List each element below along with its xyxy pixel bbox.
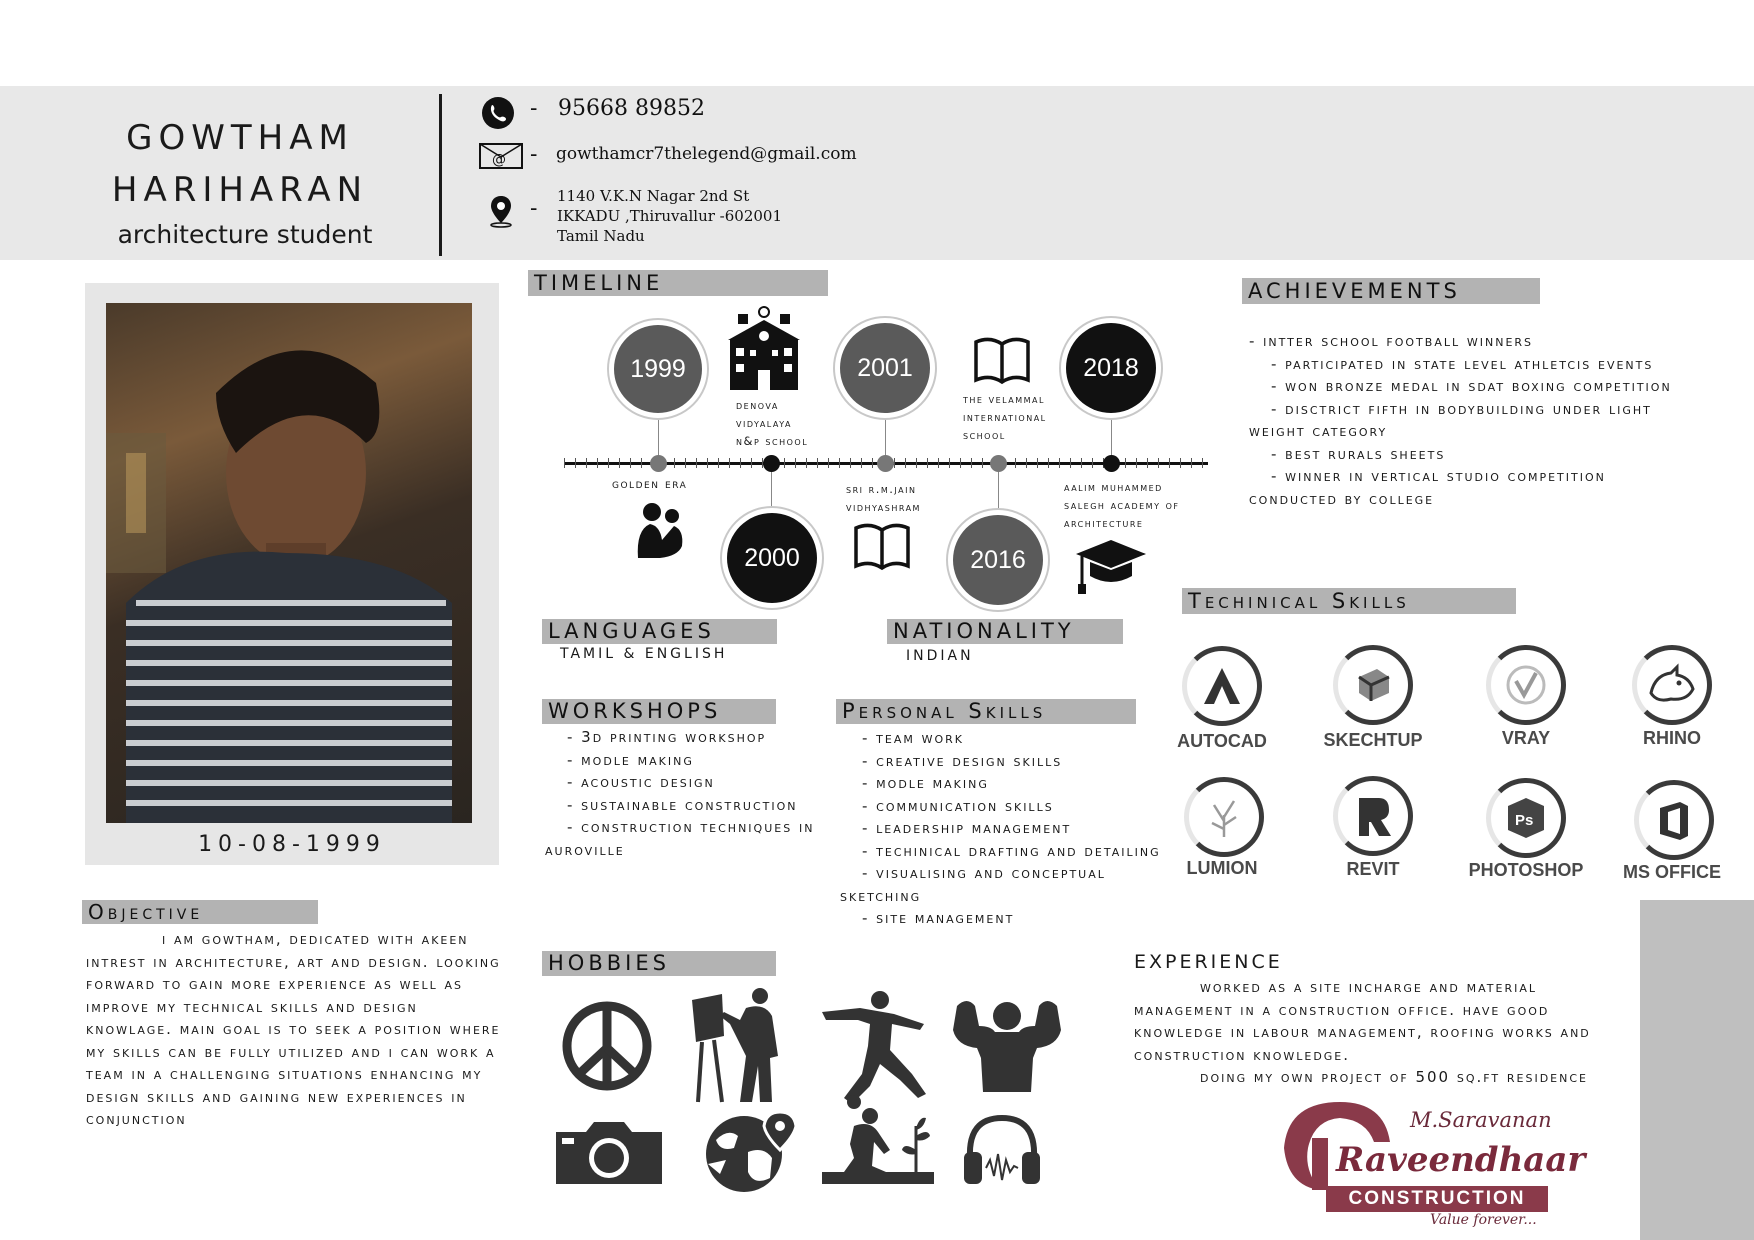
aalim-label: [1064, 478, 1180, 532]
languages-value: TAMIL & ENGLISH: [560, 646, 728, 662]
skill-label: LUMION: [1186, 858, 1258, 878]
hobbies-title: HOBBIES: [548, 951, 670, 975]
open-book-icon: [972, 336, 1032, 386]
football-icon: [820, 990, 932, 1110]
workshops-title: WORKSHOPS: [548, 699, 722, 723]
camera-icon: [552, 1118, 666, 1188]
workshop-item: - 3d printing workshop: [567, 728, 767, 746]
year-2016-label: 2016: [953, 515, 1043, 605]
logo-slogan: Value forever...: [1430, 1212, 1537, 1228]
denova-line: n&p school: [736, 434, 809, 448]
jain-line: vidhyashram: [846, 500, 921, 514]
logo-signature: M.Saravanan: [1410, 1108, 1552, 1132]
skill-item: - techinical drafting and detailing: [862, 841, 1161, 860]
vray-icon: [1486, 645, 1566, 725]
achievement-item: - participated in state level athletcis events: [1271, 354, 1654, 373]
timeline-bar: [528, 270, 828, 296]
nationality-title: NATIONALITY: [893, 619, 1075, 643]
email-icon: [478, 141, 524, 171]
travel-globe-icon: [694, 1108, 804, 1194]
objective-text: i am gowtham, dedicated with akeen intrest in architecture, art and design. looking forward to gain more experience as well as improve my technical skills and design knowlage. main goal is to seek a position where my skills can be fully utilized and i can work a team in a challenging situations enhancing my design skills and gaining new experiences in conjunction: [86, 930, 501, 1128]
languages-title: LANGUAGES: [548, 619, 715, 643]
achievement-item: - intter school football winners: [1249, 332, 1534, 350]
year-2000-circle: [720, 506, 824, 610]
skill-item: - creative design skills: [862, 751, 1063, 770]
address-dash: -: [530, 196, 538, 221]
personal-skills-bar: [836, 699, 1136, 724]
aalim-line: aalim muhammed: [1064, 480, 1163, 494]
skill-label: PHOTOSHOP: [1468, 860, 1584, 880]
workshop-item: - acoustic design: [567, 773, 715, 791]
address-line-2: IKKADU ,Thiruvallur -602001: [557, 207, 782, 225]
logo-brand: Raveendhaar: [1336, 1140, 1586, 1180]
achievements-list: [1249, 330, 1689, 510]
aalim-line: salegh academy of: [1064, 498, 1180, 512]
velammal-line: school: [963, 428, 1006, 442]
ms-office-icon: [1634, 780, 1714, 860]
denova-line: denova: [736, 398, 779, 412]
year-2018-label: 2018: [1066, 323, 1156, 413]
peace-icon: [555, 1000, 659, 1092]
bodybuilder-icon: [945, 996, 1069, 1094]
year-1999-label: 1999: [614, 325, 702, 413]
velammal-line: the velammal: [963, 392, 1045, 406]
email-address[interactable]: gowthamcr7thelegend@gmail.com: [556, 144, 857, 164]
workshop-item: - modle making: [567, 750, 694, 769]
nationality-value: INDIAN: [906, 648, 974, 664]
gardening-icon: [820, 1106, 936, 1186]
timeline-dot: [763, 455, 780, 472]
experience-title: EXPERIENCE: [1134, 951, 1283, 973]
header-divider: [439, 94, 442, 256]
jain-label: [846, 480, 921, 516]
open-book-icon: [852, 522, 912, 572]
email-dash: -: [530, 142, 538, 167]
skill-item: - modle making: [862, 774, 989, 792]
company-logo: [1280, 1098, 1600, 1232]
school-building-icon: [724, 304, 804, 394]
side-block: [1640, 900, 1754, 1240]
graduation-cap-icon: [1074, 534, 1148, 596]
technical-skills-bar: [1182, 588, 1516, 614]
denova-line: vidyalaya: [736, 416, 793, 430]
workshops-bar: [542, 699, 776, 724]
golden-era-label: golden era: [612, 477, 688, 492]
languages-bar: [542, 619, 777, 644]
achievements-title: ACHIEVEMENTS: [1248, 279, 1461, 303]
painter-icon: [690, 986, 790, 1106]
objective-bar: [82, 900, 318, 924]
svg-text:Ps: Ps: [1515, 812, 1534, 829]
achievement-item: - won bronze medal in sdat boxing competition: [1271, 377, 1672, 395]
nationality-bar: [887, 619, 1123, 644]
aalim-line: architecture: [1064, 516, 1144, 530]
year-2001-label: 2001: [840, 323, 930, 413]
date-of-birth: 10-08-1999: [198, 832, 386, 857]
year-1999-circle: [607, 318, 709, 420]
skill-item: - communication skills: [862, 796, 1054, 815]
skill-label: SKECHTUP: [1323, 730, 1423, 750]
skill-label: VRAY: [1501, 728, 1551, 748]
skill-item: - team work: [862, 729, 965, 747]
velammal-line: international: [963, 410, 1047, 424]
timeline-dot: [990, 455, 1007, 472]
skill-item: - leadership management: [862, 819, 1072, 837]
phone-number[interactable]: 95668 89852: [558, 96, 705, 121]
achievement-item: - best rurals sheets: [1271, 444, 1446, 463]
achievement-item: - winner in vertical studio competition conducted by college: [1249, 467, 1606, 508]
phone-dash: -: [530, 96, 538, 121]
skill-label: REVIT: [1346, 859, 1400, 879]
location-pin-icon: [486, 194, 516, 228]
timeline-title: TIMELINE: [534, 271, 664, 295]
velammal-label: [963, 390, 1047, 444]
achievements-bar: [1242, 278, 1540, 304]
svg-text:@: @: [492, 152, 506, 168]
lumion-icon: [1184, 777, 1264, 857]
logo-tag: CONSTRUCTION: [1326, 1186, 1548, 1212]
year-2016-circle: [946, 508, 1050, 612]
workshops-list: [545, 726, 825, 861]
profile-photo: [106, 303, 472, 823]
first-name: GOWTHAM: [126, 118, 354, 158]
skill-label: AUTOCAD: [1177, 731, 1267, 751]
workshop-item: - construction techniques in auroville: [545, 818, 815, 859]
denova-label: [736, 396, 808, 450]
year-2000-label: 2000: [727, 513, 817, 603]
sketchup-icon: [1333, 645, 1413, 725]
timeline-dot: [1103, 455, 1120, 472]
skill-item: - visualising and conceptual sketching: [840, 864, 1106, 905]
year-2018-circle: [1059, 316, 1163, 420]
technical-skills-title: Techinical Skills: [1188, 589, 1410, 613]
revit-icon: [1333, 776, 1413, 856]
rhino-icon: [1632, 645, 1712, 725]
autocad-icon: [1182, 646, 1262, 726]
address-line-3: Tamil Nadu: [557, 227, 645, 245]
address-line-1: 1140 V.K.N Nagar 2nd St: [557, 187, 750, 205]
mother-child-icon: [630, 500, 690, 560]
role-title: architecture student: [117, 220, 373, 249]
skill-item: - site management: [862, 909, 1015, 927]
year-2001-circle: [833, 316, 937, 420]
address-block: [557, 186, 782, 246]
skill-label: MS OFFICE: [1623, 862, 1721, 882]
experience-para-1: worked as a site incharge and material management in a construction office. have good knowledge in labour management, roofing works and construction knowledge.: [1134, 978, 1591, 1064]
timeline-dot: [650, 455, 667, 472]
jain-line: sri r.m.jain: [846, 482, 917, 496]
experience-para-2: doing my own project of 500 sq.ft residence: [1200, 1068, 1588, 1086]
achievement-item: - disctrict fifth in bodybuilding under light weight category: [1249, 399, 1652, 440]
phone-icon: [481, 96, 515, 130]
photoshop-icon: [1486, 778, 1566, 858]
objective-title: Objective: [88, 900, 204, 924]
last-name: HARIHARAN: [111, 170, 369, 210]
headphones-icon: [960, 1110, 1044, 1190]
skill-label: RHINO: [1643, 728, 1701, 748]
hobbies-bar: [542, 951, 776, 976]
personal-skills-title: Personal Skills: [842, 699, 1047, 723]
workshop-item: - sustainable construction: [567, 795, 798, 814]
timeline-dot: [877, 455, 894, 472]
personal-skills-list: [840, 727, 1170, 930]
